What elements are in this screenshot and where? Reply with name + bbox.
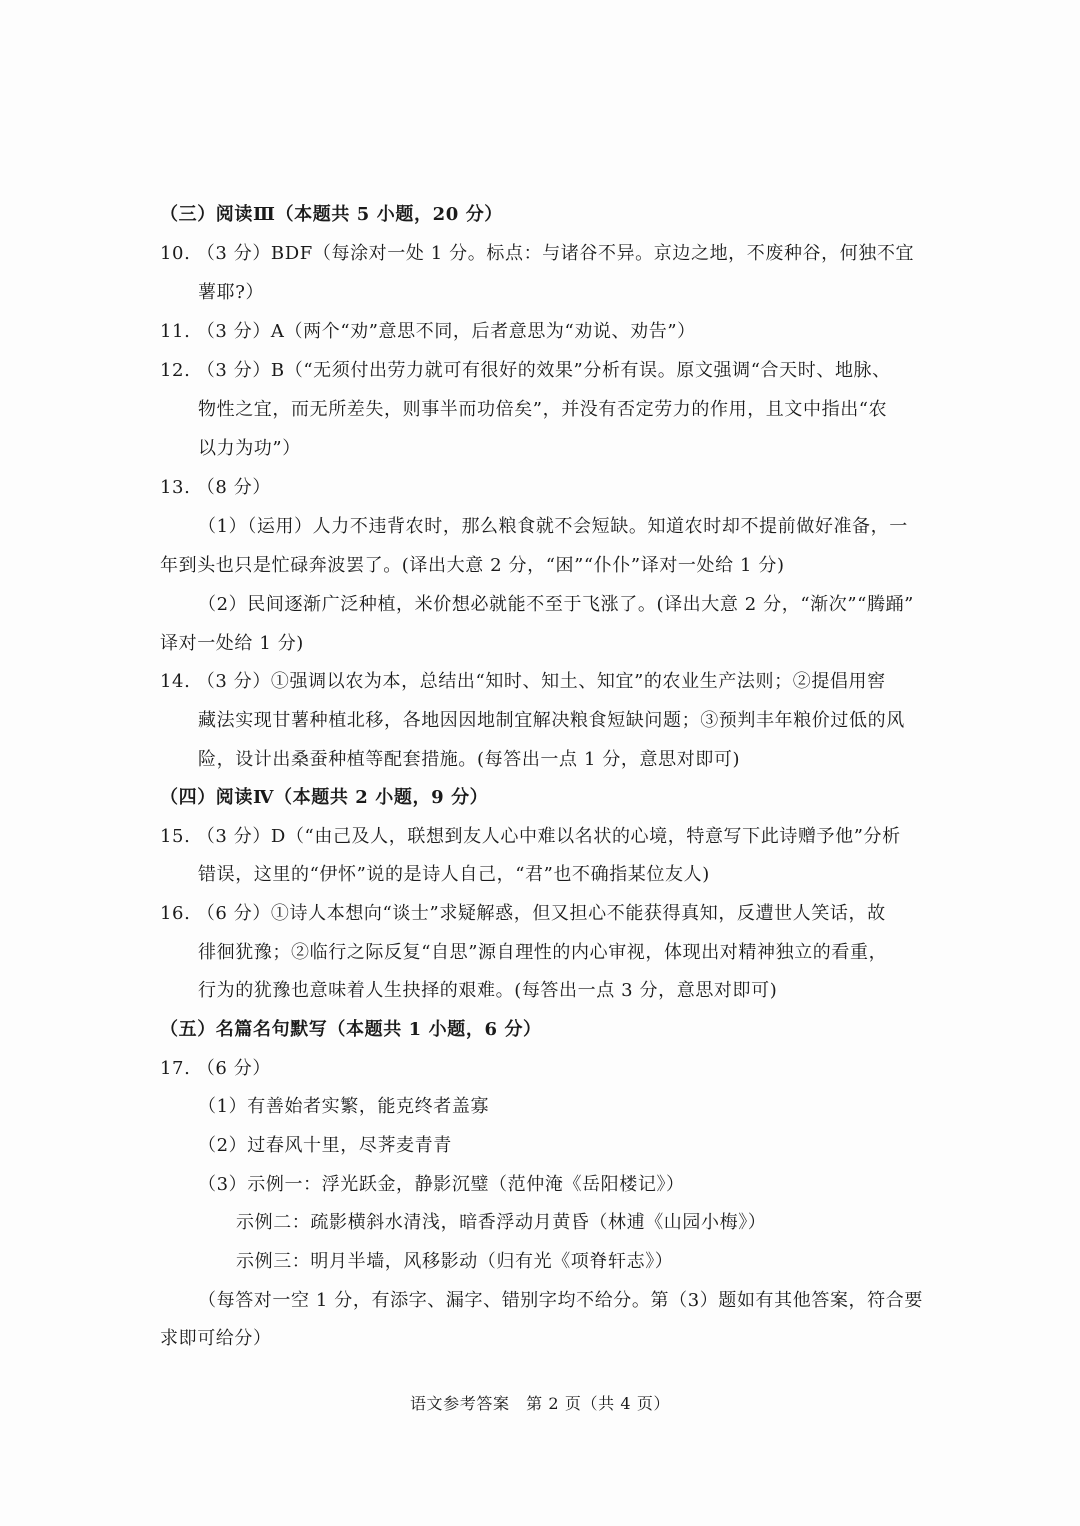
q17-answer2: （2）过春风十里，尽荠麦青青 [198,1135,452,1156]
q13-part2-line2: 译对一处给 1 分) [160,633,304,654]
q13-part2-line1: （2）民间逐渐广泛种植，米价想必就能不至于飞涨了。(译出大意 2 分，“渐次”“腾踊” [198,594,914,615]
q17-answer3-example3: 示例三：明月半墙，风移影动（归有光《项脊轩志》） [236,1251,674,1272]
q17-note-line1: （每答对一空 1 分，有添字、漏字、错别字均不给分。第（3）题如有其他答案，符合要 [198,1290,923,1311]
q14-line2: 藏法实现甘薯种植北移，各地因因地制宜解决粮食短缺问题；③预判丰年粮价过低的风 [198,710,905,731]
section5-heading: （五）名篇名句默写（本题共 1 小题，6 分） [160,1019,542,1040]
q17-answer3-example2: 示例二：疏影横斜水清浅，暗香浮动月黄昏（林逋《山园小梅》） [236,1212,767,1233]
q13-part1-line1: （1）（运用）人力不违背农时，那么粮食就不会短缺。知道农时却不提前做好准备，一 [198,516,908,537]
q14-line1: 14. （3 分）①强调以农为本，总结出“知时、知土、知宜”的农业生产法则；②提倡用窖 [160,671,886,692]
section4-heading: （四）阅读Ⅳ（本题共 2 小题，9 分） [160,787,489,808]
q17-line1: 17. （6 分） [160,1058,271,1079]
q17-note-line2: 求即可给分） [160,1328,272,1349]
q17-answer1: （1）有善始者实繁，能克终者盖寡 [198,1096,490,1117]
q14-line3: 险，设计出桑蚕种植等配套措施。(每答出一点 1 分，意思对即可) [198,749,741,770]
q15-line2: 错误，这里的“伊怀”说的是诗人自己，“君”也不确指某位友人) [198,864,710,885]
q10-line1: 10. （3 分）BDF（每涂对一处 1 分。标点：与诸谷不异。京边之地，不废种谷，何独不宜 [160,243,915,264]
q12-line2: 物性之宜，而无所差失，则事半而功倍矣”，并没有否定劳力的作用，且文中指出“农 [198,399,888,420]
section3-heading: （三）阅读Ⅲ（本题共 5 小题，20 分） [160,204,503,225]
q13-line1: 13. （8 分） [160,477,271,498]
q15-line1: 15. （3 分）D（“由己及人，联想到友人心中难以名状的心境，特意写下此诗赠予他”分析 [160,826,901,847]
page-footer: 语文参考答案 第 2 页（共 4 页） [409,1394,671,1413]
q12-line1: 12. （3 分）B（“无须付出劳力就可有很好的效果”分析有误。原文强调“合天时、地脉、 [160,360,891,381]
q16-line3: 行为的犹豫也意味着人生抉择的艰难。(每答出一点 3 分，意思对即可) [198,980,778,1001]
q11-line1: 11. （3 分）A（两个“劝”意思不同，后者意思为“劝说、劝告”） [160,321,696,342]
q16-line2: 徘徊犹豫；②临行之际反复“自思”源自理性的内心审视，体现出对精神独立的看重， [198,942,888,963]
q16-line1: 16. （6 分）①诗人本想向“谈士”求疑解惑，但又担心不能获得真知，反遭世人笑话，故 [160,903,886,924]
q10-line2: 薯耶?） [198,282,265,303]
q13-part1-line2: 年到头也只是忙碌奔波罢了。(译出大意 2 分，“困”“仆仆”译对一处给 1 分) [160,555,785,576]
q17-answer3-example1: （3）示例一：浮光跃金，静影沉璧（范仲淹《岳阳楼记》） [198,1174,685,1195]
q12-line3: 以力为功”） [198,438,301,459]
